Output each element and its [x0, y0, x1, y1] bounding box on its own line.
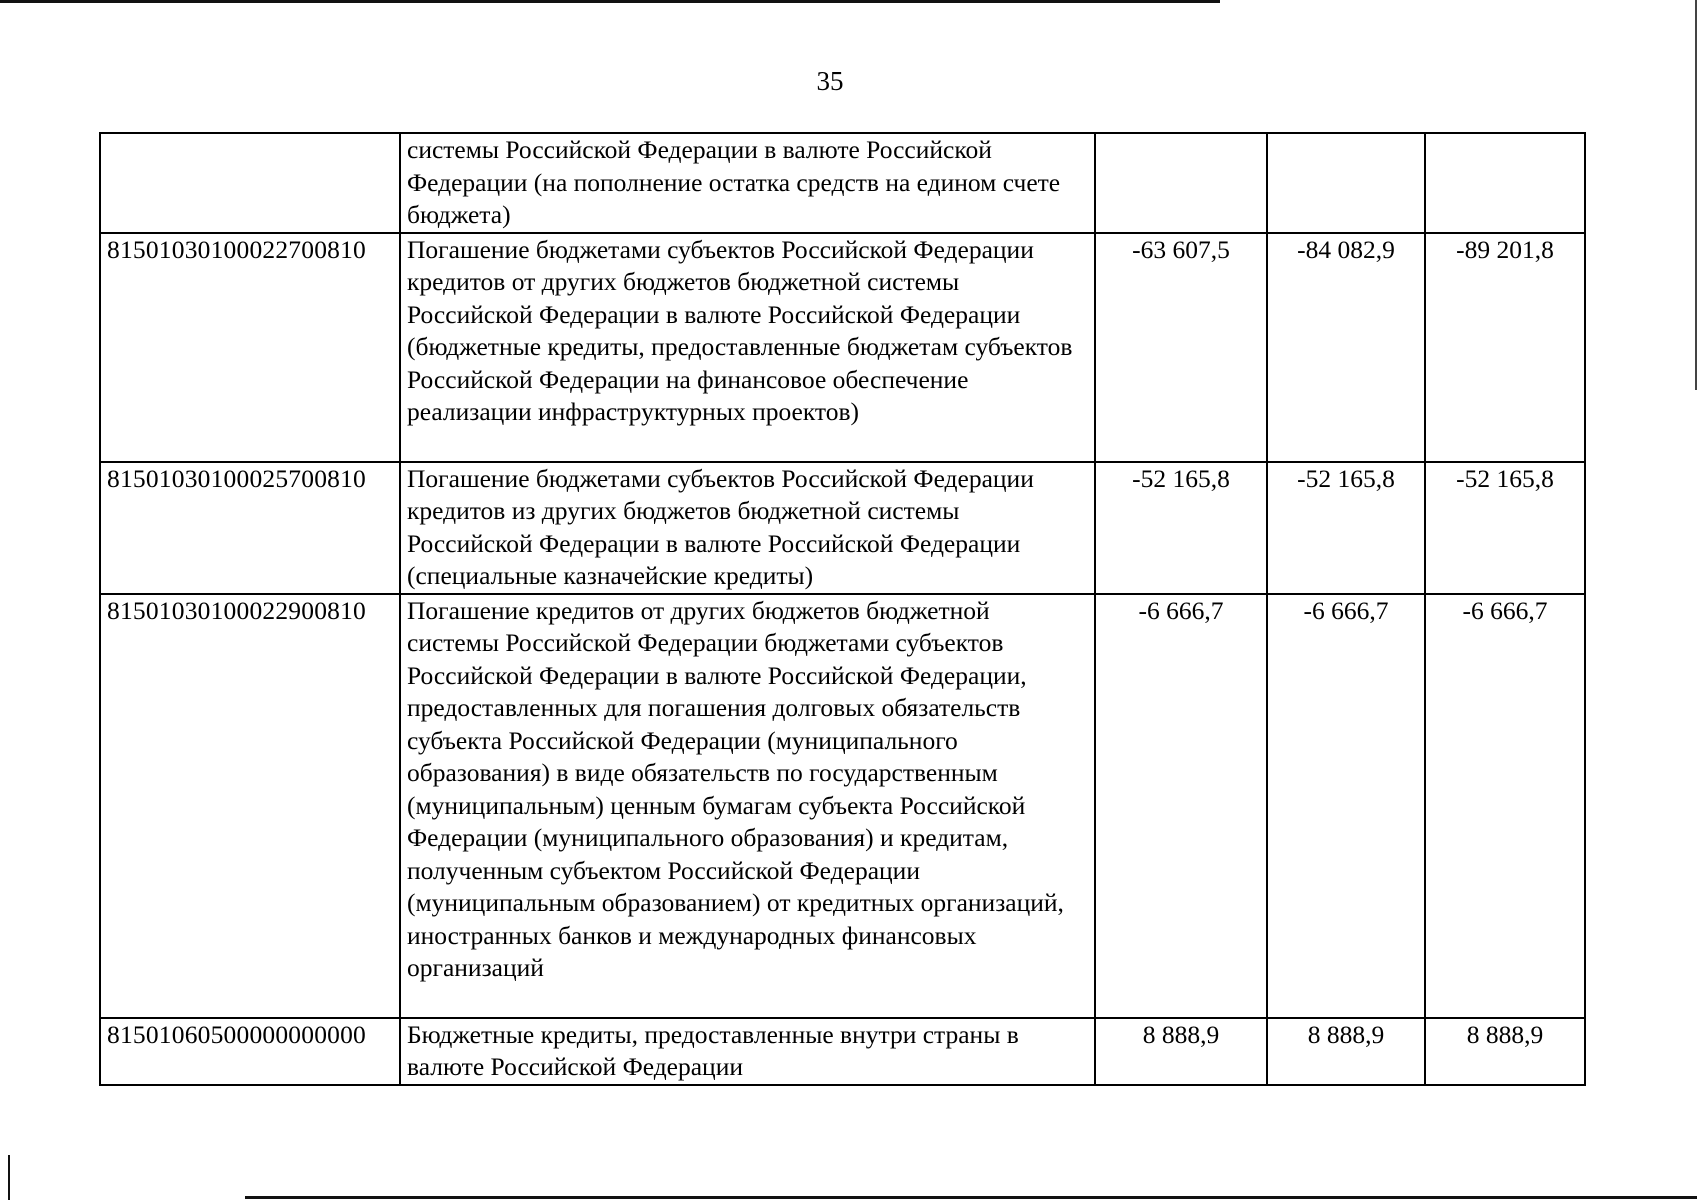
description-cell: системы Российской Федерации в валюте Российской Федерации (на пополнение остатка средств на едином счете бюджета)	[400, 133, 1095, 233]
value-year-2-cell: -52 165,8	[1267, 462, 1425, 594]
value-year-1-cell: -52 165,8	[1095, 462, 1267, 594]
value-year-3-cell: 8 888,9	[1425, 1018, 1585, 1085]
description-cell: Погашение кредитов от других бюджетов бюджетной системы Российской Федерации бюджетами субъектов Российской Федерации в валюте Российской Федерации, предоставленных для погашения долговых обязательств субъекта Российской Федерации (муниципального образования) в виде обязательств по государственным (муниципальным) ценным бумагам субъекта Российской Федерации (муниципального образования) и кредитам, полученным субъектом Российской Федерации (муниципальным образованием) от кредитных организаций, иностранных банков и международных финансовых организаций	[400, 594, 1095, 1018]
budget-code-cell	[100, 133, 400, 233]
budget-code-cell: 81501030100025700810	[100, 462, 400, 594]
budget-code-cell: 81501030100022700810	[100, 233, 400, 462]
value-year-3-cell	[1425, 133, 1585, 233]
scan-left-mark	[8, 1155, 10, 1200]
value-year-2-cell: 8 888,9	[1267, 1018, 1425, 1085]
scan-top-edge	[0, 0, 1220, 3]
value-year-3-cell: -52 165,8	[1425, 462, 1585, 594]
value-year-3-cell: -89 201,8	[1425, 233, 1585, 462]
value-year-2-cell: -6 666,7	[1267, 594, 1425, 1018]
table-row	[100, 462, 1585, 594]
description-cell: Погашение бюджетами субъектов Российской Федерации кредитов из других бюджетов бюджетной системы Российской Федерации в валюте Российской Федерации (специальные казначейские кредиты)	[400, 462, 1095, 594]
value-year-3-cell: -6 666,7	[1425, 594, 1585, 1018]
table-row	[100, 594, 1585, 1018]
table-row	[100, 1018, 1585, 1085]
description-cell: Погашение бюджетами субъектов Российской Федерации кредитов от других бюджетов бюджетной системы Российской Федерации в валюте Российской Федерации (бюджетные кредиты, предоставленные бюджетам субъектов Российской Федерации на финансовое обеспечение реализации инфраструктурных проектов)	[400, 233, 1095, 462]
value-year-1-cell: 8 888,9	[1095, 1018, 1267, 1085]
table-row	[100, 133, 1585, 233]
value-year-2-cell: -84 082,9	[1267, 233, 1425, 462]
budget-table	[99, 132, 1586, 1086]
value-year-1-cell	[1095, 133, 1267, 233]
value-year-1-cell: -63 607,5	[1095, 233, 1267, 462]
scan-bottom-edge	[245, 1196, 1697, 1199]
description-cell: Бюджетные кредиты, предоставленные внутри страны в валюте Российской Федерации	[400, 1018, 1095, 1085]
budget-code-cell: 81501060500000000000	[100, 1018, 400, 1085]
budget-code-cell: 81501030100022900810	[100, 594, 400, 1018]
table-row	[100, 233, 1585, 462]
page-number: 35	[816, 66, 844, 96]
value-year-1-cell: -6 666,7	[1095, 594, 1267, 1018]
value-year-2-cell	[1267, 133, 1425, 233]
